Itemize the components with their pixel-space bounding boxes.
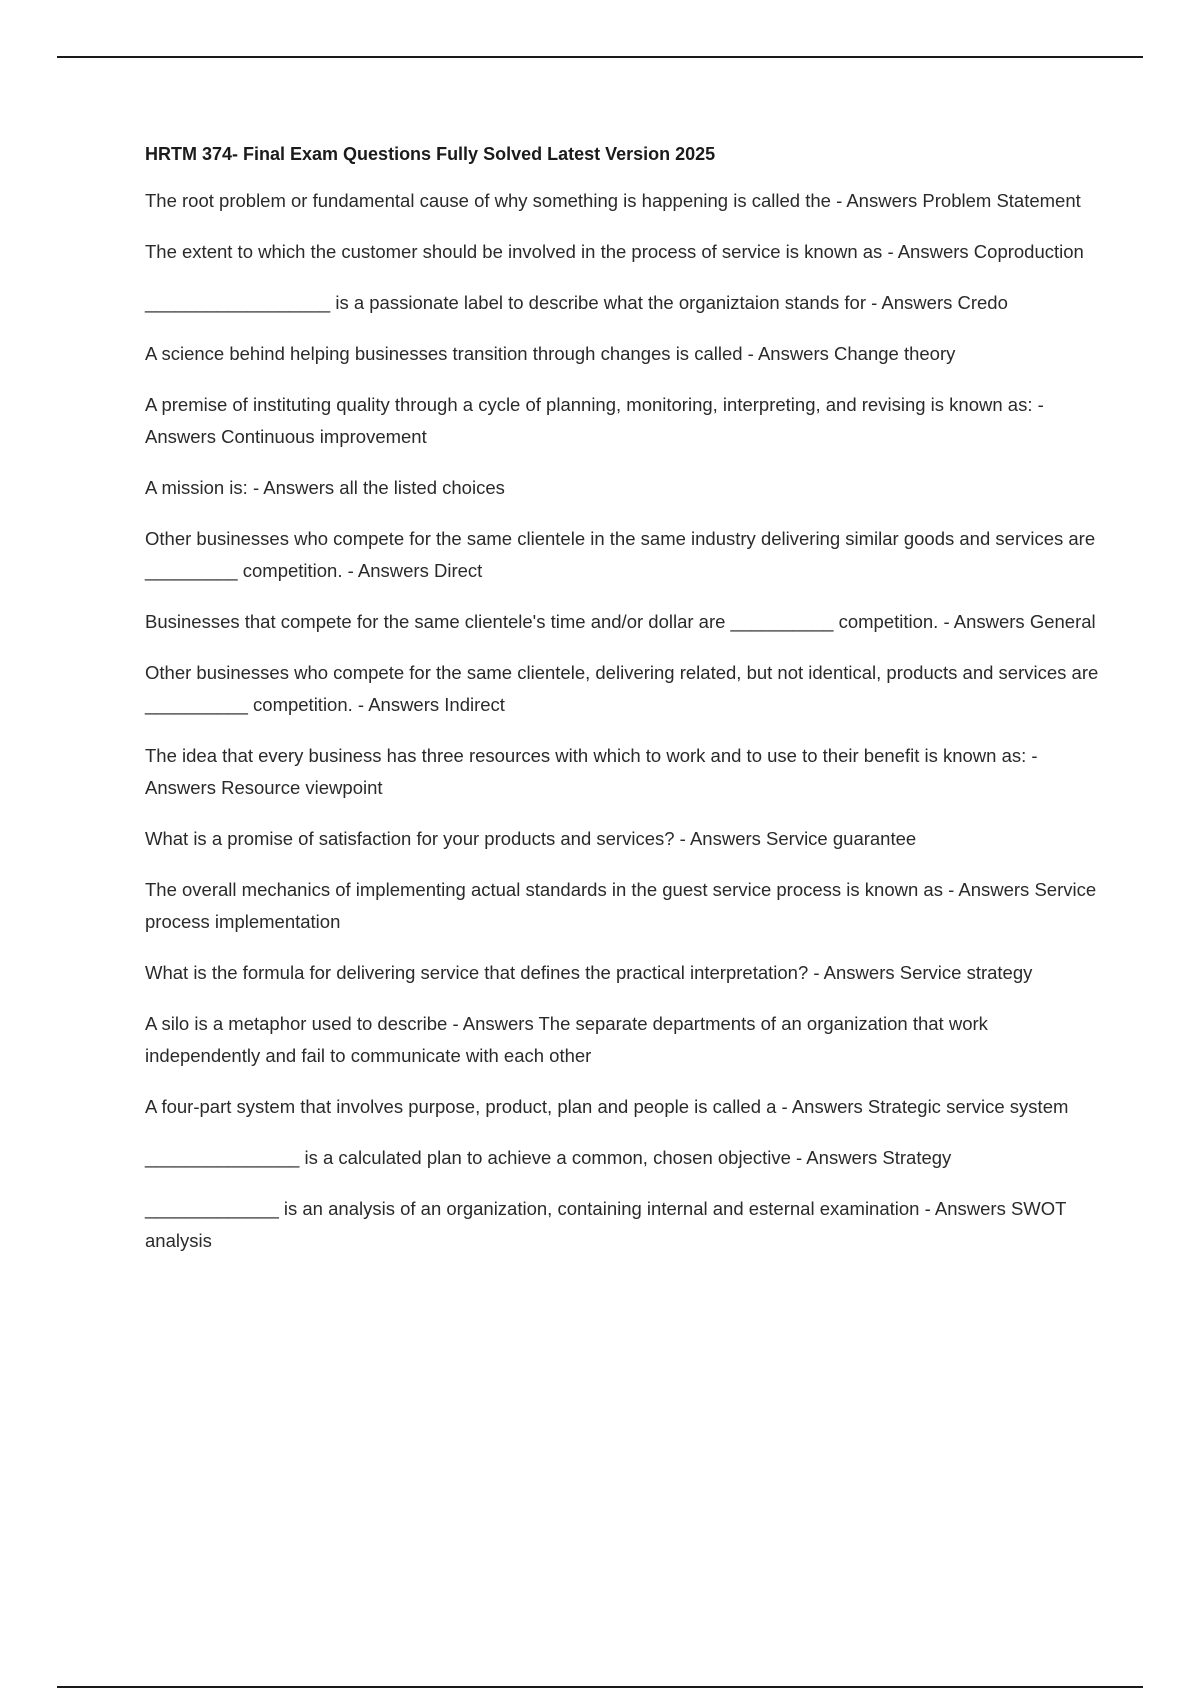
document-title: HRTM 374- Final Exam Questions Fully Solved Latest Version 2025 [145, 144, 716, 164]
qa-item: _______________ is a calculated plan to achieve a common, chosen objective - Answers Strategy [145, 1147, 952, 1169]
qa-list [145, 185, 1100, 1257]
qa-item: The overall mechanics of implementing actual standards in the guest service process is known as - Answers Service process implementation [145, 879, 1097, 933]
qa-item: _____________ is an analysis of an organization, containing internal and esternal examination - Answers SWOT analysis [145, 1198, 1067, 1252]
qa-item: A mission is: - Answers all the listed choices [145, 477, 505, 499]
qa-item: Other businesses who compete for the same clientele, delivering related, but not identical, products and services are __________ competition. - Answers Indirect [145, 662, 1099, 716]
qa-item: A silo is a metaphor used to describe - Answers The separate departments of an organization that work independently and fail to communicate with each other [145, 1013, 988, 1067]
qa-item: A four-part system that involves purpose, product, plan and people is called a - Answers Strategic service system [145, 1096, 1069, 1118]
qa-item: A premise of instituting quality through a cycle of planning, monitoring, interpreting, and revising is known as: - Answers Continuous improvement [145, 394, 1044, 448]
qa-item: What is a promise of satisfaction for your products and services? - Answers Service guarantee [145, 828, 917, 850]
qa-item: Other businesses who compete for the same clientele in the same industry delivering similar goods and services are _________ competition. - Answers Direct [145, 528, 1096, 582]
qa-item: What is the formula for delivering service that defines the practical interpretation? - Answers Service strategy [145, 962, 1033, 984]
qa-item: The root problem or fundamental cause of why something is happening is called the - Answers Problem Statement [145, 190, 1081, 212]
qa-item: The idea that every business has three resources with which to work and to use to their benefit is known as: - Answers Resource viewpoint [145, 745, 1038, 799]
document-body [145, 142, 1100, 1276]
qa-item: A science behind helping businesses transition through changes is called - Answers Change theory [145, 343, 956, 365]
top-rule [57, 56, 1143, 58]
qa-item: The extent to which the customer should be involved in the process of service is known as - Answers Coproduction [145, 241, 1084, 263]
qa-item: __________________ is a passionate label to describe what the organiztaion stands for - Answers Credo [145, 292, 1008, 314]
qa-item: Businesses that compete for the same clientele's time and/or dollar are __________ competition. - Answers General [145, 611, 1096, 633]
bottom-rule [57, 1686, 1143, 1688]
